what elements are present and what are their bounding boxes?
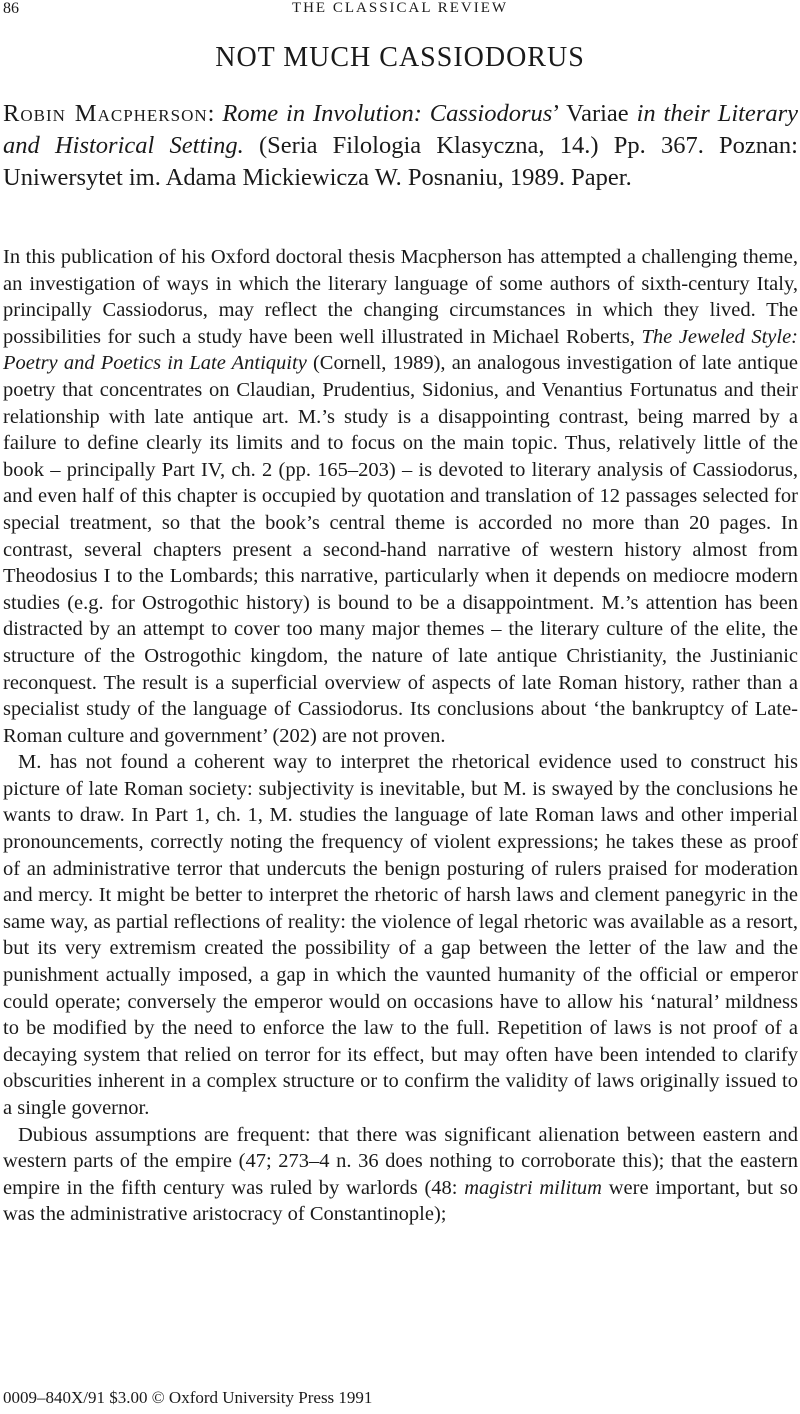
citation-apostrophe: ’ [552,100,559,127]
copyright-footer: 0009–840X/91 $3.00 © Oxford University Press 1991 [3,1388,373,1407]
paragraph-1-text-c: (Cornell, 1989), an analogous investigation of late antique poetry that concentrates on Claudian, Prudentius, Sidonius, and Venantius Fortunatus and their relationship with late antique art. M.’s study is a disappointing contrast, being marred by a failure to define clearly its limits and to focus on the main topic. Thus, relatively little of the book – principally Part IV, ch. 2 (pp. 165–203) – is devoted to literary analysis of Cassiodorus, and even half of this chapter is occupied by quotation and translation of 12 passages selected for special treatment, so that the book’s central theme is accorded no more than 20 pages. In contrast, several chapters present a second-hand narrative of western history almost from Theodosius I to the Lombards; this narrative, particularly when it depends on mediocre modern studies (e.g. for Ostrogothic history) is bound to be a disappointment. M.’s attention has been distracted by an attempt to cover too many major themes – the literary culture of the elite, the structure of the Ostrogothic kingdom, the nature of late antique Christianity, the Justinianic reconquest. The result is a superficial overview of aspects of late Roman history, rather than a specialist study of the language of Cassiodorus. Its conclusions about ‘the bankruptcy of Late-Roman culture and government’ (202) are not proven. [3,352,798,747]
citation-publication-details: (Seria Filologia Klasyczna, 14.) Pp. 367. Poznan: Uniwersytet im. Adama Mickiewicza W. Posnaniu, 1989. Paper. [3,132,798,191]
latin-term: magistri militum [464,1176,602,1199]
paragraph-3 [3,1122,798,1228]
cited-work-title: The Jeweled Style: Poetry and Poetics in Late Antiquity [3,325,798,375]
citation-separator: : [207,100,223,127]
book-citation [3,98,798,194]
citation-title-part1: Rome in Involution: Cassiodorus [222,100,553,127]
paragraph-1-text-a: In this publication of his Oxford doctoral thesis Macpherson has attempted a challenging theme, an investigation of ways in which the literary language of some authors of sixth-century Italy, principally Cassiodorus, may reflect the changing circumstances in which they lived. The possibilities for such a study have been well illustrated in Michael Roberts, [3,246,798,348]
running-head [0,0,800,24]
paragraph-2: M. has not found a coherent way to interpret the rhetorical evidence used to construct his picture of late Roman society: subjectivity is inevitable, but M. is swayed by the conclusions he wants to draw. In Part 1, ch. 1, M. studies the language of late Roman laws and other imperial pronouncements, correctly noting the frequency of violent expressions; he takes these as proof of an administrative terror that undercuts the benign posturing of rulers praised for moderation and mercy. It might be better to interpret the rhetoric of harsh laws and clement panegyric in the same way, as partial reflections of reality: the violence of legal rhetoric was available as a resort, but its very extremism created the possibility of a gap between the letter of the law and the punishment actually imposed, a gap in which the vaunted humanity of the official or emperor could operate; conversely the emperor would on occasions have to allow his ‘natural’ mildness to be modified by the need to enforce the law to the full. Repetition of laws is not proof of a decaying system that relied on terror for its effect, but may often have been intended to clarify obscurities inherent in a complex structure or to confirm the validity of laws originally issued to a single governor. [3,751,798,1119]
review-title: NOT MUCH CASSIODORUS [215,42,585,73]
citation-title-variae: Variae [558,100,629,127]
citation-author: Robin Macpherson [3,100,208,127]
review-body [3,244,798,1228]
paragraph-3-text-a: Dubious assumptions are frequent: that there was significant alienation between eastern and western parts of the empire (47; 273–4 n. 36 does nothing to corroborate this); that the eastern empire in the fifth century was ruled by warlords (48: [3,1123,798,1199]
paragraph-1 [3,244,798,749]
page-number: 86 [3,0,19,17]
journal-title: THE CLASSICAL REVIEW [291,0,509,16]
citation-title-part2: in their Literary and Historical Setting. [3,100,798,159]
paragraph-3-text-c: were important, but so was the administrative aristocracy of Constantinople); [3,1176,798,1226]
